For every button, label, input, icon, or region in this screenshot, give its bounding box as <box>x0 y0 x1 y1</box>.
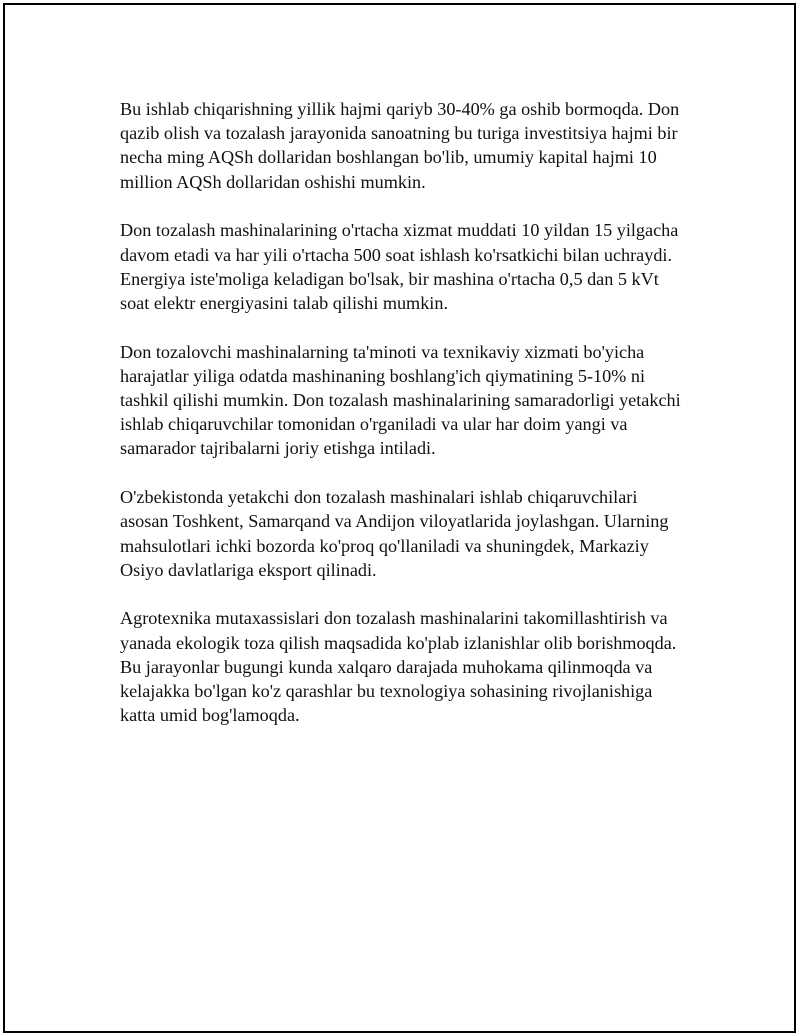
paragraph-2: Don tozalash mashinalarining o'rtacha xizmat muddati 10 yildan 15 yilgacha davom etadi va har yili o'rtacha 500 soat ishlash ko'rsatkichi bilan uchraydi. Energiya iste'moliga keladigan bo'lsak, bir mashina o'rtacha 0,5 dan 5 kVt soat elektr energiyasini talab qilishi mumkin. <box>120 220 679 313</box>
paragraph-4: O'zbekistonda yetakchi don tozalash mashinalari ishlab chiqaruvchilari asosan Toshkent, Samarqand va Andijon viloyatlarida joylashgan. Ularning mahsulotlari ichki bozorda ko'proq qo'llaniladi va shuningdek, Markaziy Osiyo davlatlariga eksport qilinadi. <box>120 487 669 580</box>
page-frame <box>3 3 796 1033</box>
paragraph-1: Bu ishlab chiqarishning yillik hajmi qariyb 30-40% ga oshib bormoqda. Don qazib olish va tozalash jarayonida sanoatning bu turiga investitsiya hajmi bir necha ming AQSh dollaridan boshlangan bo'lib, umumiy kapital hajmi 10 million AQSh dollaridan oshishi mumkin. <box>120 99 680 192</box>
document-body <box>120 97 695 752</box>
paragraph-3: Don tozalovchi mashinalarning ta'minoti va texnikaviy xizmati bo'yicha harajatlar yiliga odatda mashinaning boshlang'ich qiymatining 5-10% ni tashkil qilishi mumkin. Don tozalash mashinalarining samaradorligi yetakchi ishlab chiqaruvchilar tomonidan o'rganiladi va ular har doim yangi va samarador tajribalarni joriy etishga intiladi. <box>120 341 681 459</box>
paragraph-5: Agrotexnika mutaxassislari don tozalash mashinalarini takomillashtirish va yanada ekologik toza qilish maqsadida ko'plab izlanishlar olib borishmoqda. Bu jarayonlar bugungi kunda xalqaro darajada muhokama qilinmoqda va kelajakka bo'lgan ko'z qarashlar bu texnologiya sohasining rivojlanishiga katta umid bog'lamoqda. <box>120 608 677 726</box>
